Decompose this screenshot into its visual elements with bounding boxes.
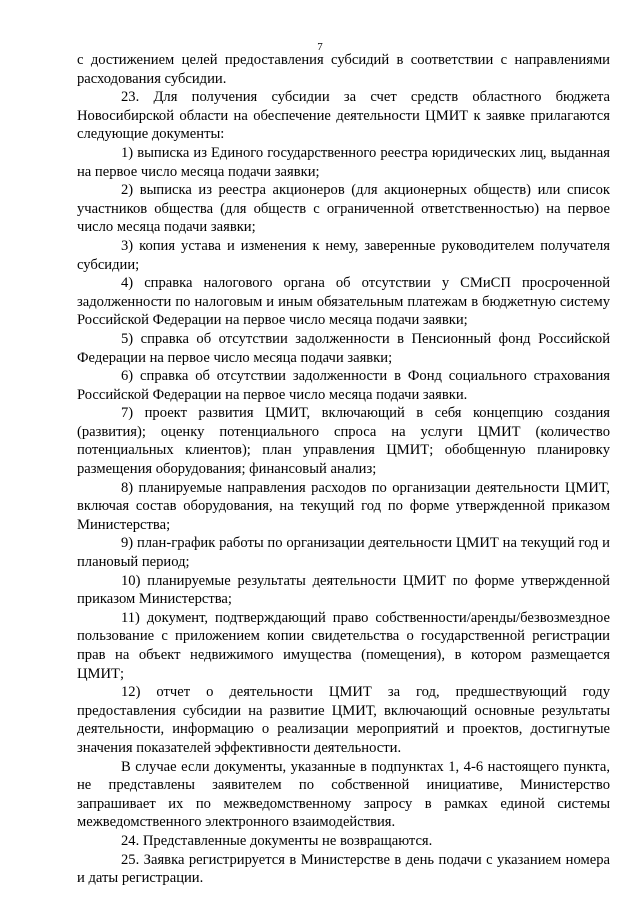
list-item: 8) планируемые направления расходов по организации деятельности ЦМИТ, включая состав оборудования, на текущий год по форме утвержденной приказом Министерства; [77,479,610,533]
page-number: 7 [317,41,323,53]
list-item: 6) справка об отсутствии задолженности в Фонд социального страхования Российской Федерации на первое число месяца подачи заявки. [77,368,610,403]
list-item: 11) документ, подтверждающий право собственности/аренды/безвозмездное пользование с приложением копии свидетельства о государственной регистрации прав на объект недвижимого имущества (помещения), в котором размещается ЦМИТ; [77,609,610,682]
paragraph: 23. Для получения субсидии за счет средств областного бюджета Новосибирской области на обеспечение деятельности ЦМИТ к заявке прилагаются следующие документы: [77,89,610,143]
list-item: 1) выписка из Единого государственного реестра юридических лиц, выданная на первое число месяца подачи заявки; [77,144,610,180]
list-item: 9) план-график работы по организации деятельности ЦМИТ на текущий год и плановый период; [77,535,610,571]
list-item: 12) отчет о деятельности ЦМИТ за год, предшествующий году предоставления субсидии на развитие ЦМИТ, включающий основные результаты деятельности, информацию о реализации мероприятий и проектов, достигнутые значения показателей эффективности деятельности. [77,684,610,756]
list-item: 2) выписка из реестра акционеров (для акционерных обществ) или список участников общества (для обществ с ограниченной ответственностью) на первое число месяца подачи заявки; [77,182,610,236]
list-item: 7) проект развития ЦМИТ, включающий в себя концепцию создания (развития); оценку потенциального спроса на услуги ЦМИТ (количество потенциальных клиентов); план управления ЦМИТ; обобщенную планировку размещения оборудования; финансовый анализ; [77,405,610,478]
paragraph: с достижением целей предоставления субсидий в соответствии с направлениями расходования субсидии. [77,52,610,87]
paragraph: В случае если документы, указанные в подпунктах 1, 4-6 настоящего пункта, не представлены заявителем по собственной инициативе, Министерство запрашивает их по межведомственному запросу в рамках единой системы межведомственного электронного взаимодействия. [77,758,610,831]
list-item: 4) справка налогового органа об отсутствии у СМиСП просроченной задолженности по налоговым и иным обязательным платежам в бюджетную систему Российской Федерации на первое число месяца подачи заявки; [77,275,610,329]
paragraph: 25. Заявка регистрируется в Министерстве в день подачи с указанием номера и даты регистрации. [77,851,610,887]
list-item: 10) планируемые результаты деятельности ЦМИТ по форме утвержденной приказом Министерства; [77,572,610,608]
document-body [77,51,610,888]
list-item: 3) копия устава и изменения к нему, заверенные руководителем получателя субсидии; [77,237,610,273]
list-item: 5) справка об отсутствии задолженности в Пенсионный фонд Российской Федерации на первое число месяца подачи заявки; [77,330,610,366]
paragraph: 24. Представленные документы не возвращаются. [121,832,433,849]
